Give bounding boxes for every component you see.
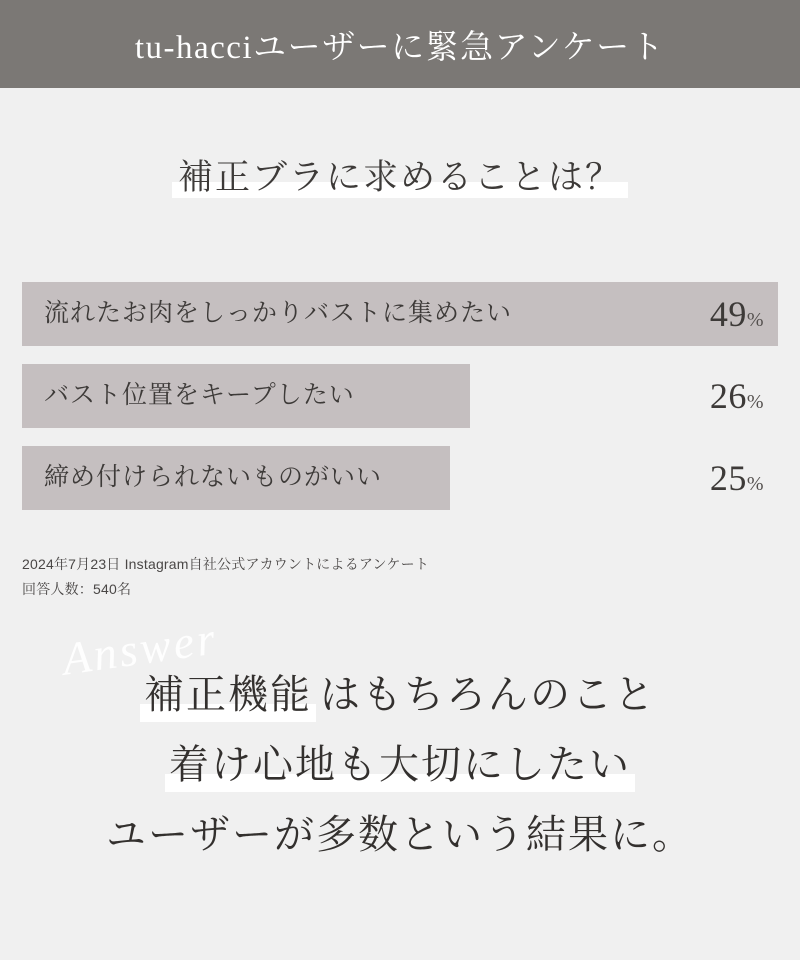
bar-value-unit: % [746, 309, 764, 331]
survey-bar-chart [22, 282, 778, 528]
conclusion-line-3-wrap [102, 800, 698, 870]
question-text: 補正ブラに求めることは？ [177, 158, 622, 197]
conclusion-section [0, 660, 800, 870]
conclusion-line-3-text: ユーザーが多数という結果に。 [106, 812, 694, 857]
bar-value [710, 282, 764, 346]
bar-value-number: 25 [709, 458, 747, 498]
bar-value-unit: % [746, 391, 764, 413]
bar-row [22, 282, 778, 346]
bar-value-number: 49 [709, 294, 747, 334]
bar-label: 締め付けられないものがいい [44, 464, 383, 491]
conclusion-line-1-b: はもちろんのこと [320, 672, 656, 717]
bar-label: バスト位置をキープしたい [44, 382, 355, 409]
bar-value-number: 26 [709, 376, 747, 416]
conclusion-line-1-b-wrap [316, 660, 660, 730]
survey-source-note [22, 552, 762, 601]
bar-label: 流れたお肉をしっかりバストに集めたい [44, 300, 513, 327]
source-line-1: 2024年7月23日 Instagram自社公式アカウントによるアンケート [22, 556, 430, 572]
conclusion-line-2-text: 着け心地も大切にしたい [169, 742, 631, 787]
header-band [0, 0, 800, 88]
answer-script-text: Answer [59, 612, 221, 685]
conclusion-line-2 [0, 730, 800, 800]
conclusion-highlighted-phrase-2 [165, 730, 635, 800]
conclusion-highlighted-phrase [140, 660, 316, 730]
bar-row [22, 364, 778, 428]
question-heading [172, 150, 628, 200]
conclusion-line-1-a: 補正機能 [144, 672, 312, 717]
bar-value-unit: % [746, 473, 764, 495]
question-section [0, 150, 800, 200]
bar-value [710, 446, 764, 510]
page-title: tu-hacciユーザーに緊急アンケート [134, 29, 666, 66]
bar-value [710, 364, 764, 428]
source-line-2: 回答人数：540名 [22, 580, 132, 597]
conclusion-line-1 [0, 660, 800, 730]
conclusion-line-3 [0, 800, 800, 870]
bar-row [22, 446, 778, 510]
